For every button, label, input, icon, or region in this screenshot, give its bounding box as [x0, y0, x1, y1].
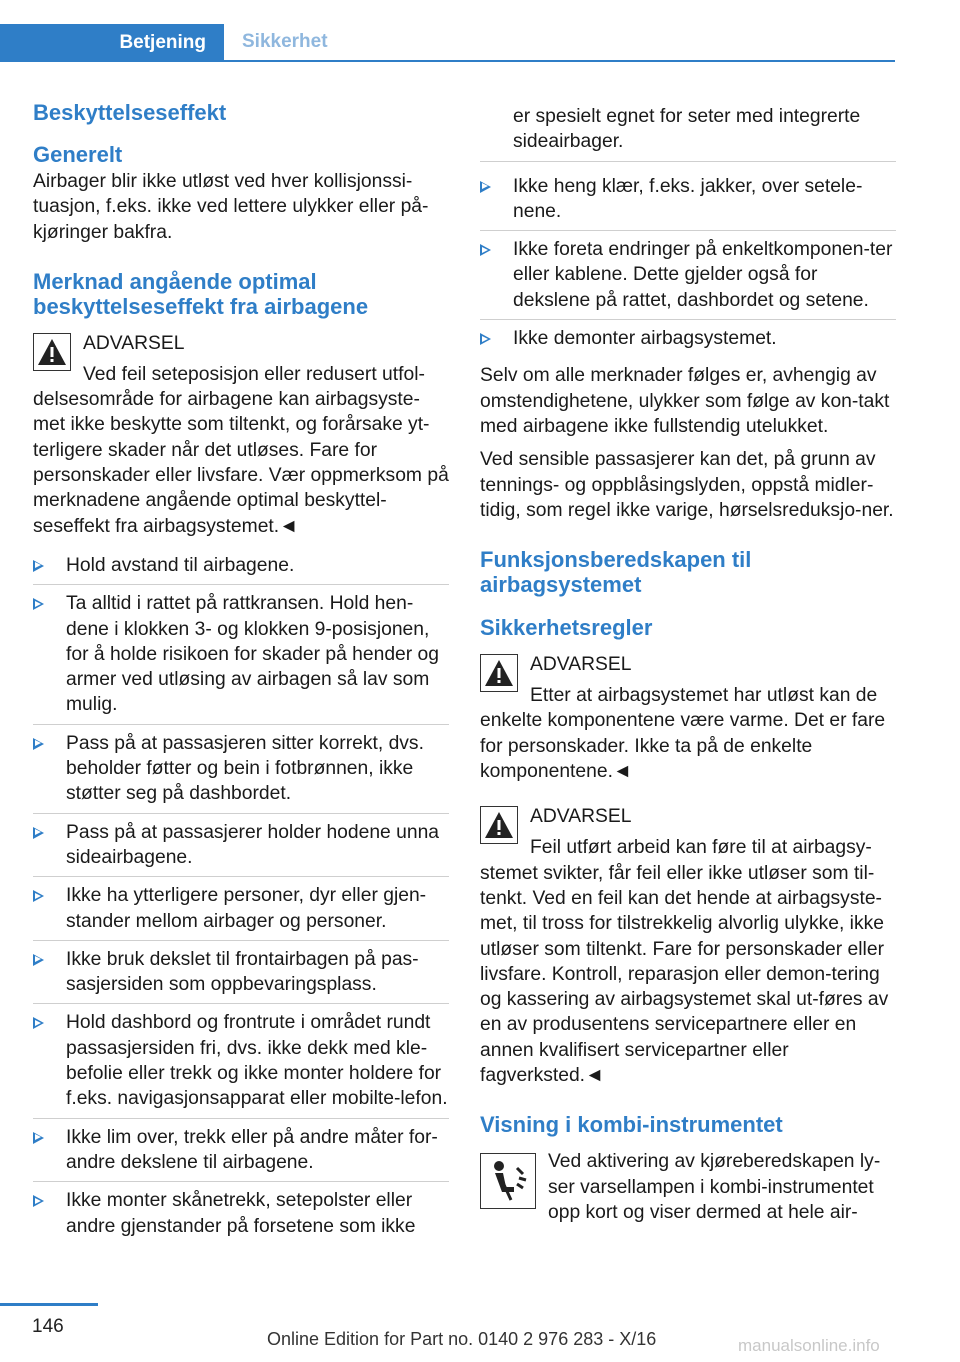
list-item: Ikke demonter airbagsystemet.: [480, 326, 896, 357]
triangle-bullet-icon: [480, 244, 491, 256]
list-item: Ikke bruk dekslet til frontairbagen på pas-sasjersiden som oppbevaringsplass.: [33, 947, 449, 1005]
safety-list-continued: [480, 174, 896, 358]
list-item: Pass på at passasjerer holder hodene unna sideairbagene.: [33, 820, 449, 878]
list-item: Ta alltid i rattet på rattkransen. Hold hen-dene i klokken 3- og klokken 9-posisjonen, for å holde risikoen for skader på hender og armer ved utløsing av airbagen så lav som mulig.: [33, 591, 449, 724]
list-item: Hold dashbord og frontrute i området rundt passasjersiden fri, dvs. ikke dekk med kle-befolie eller trekk og ikke monter holdere for f.eks. navigasjonsapparat eller mobilte-lefon.: [33, 1010, 449, 1118]
triangle-bullet-icon: [33, 1132, 44, 1144]
triangle-bullet-icon: [33, 954, 44, 966]
triangle-bullet-icon: [480, 181, 491, 193]
triangle-bullet-icon: [33, 598, 44, 610]
page-number: 146: [32, 1316, 64, 1337]
section-title: Beskyttelseseffekt: [33, 100, 227, 125]
triangle-bullet-icon: [33, 560, 44, 572]
merknad-heading: Merknad angående optimal beskyttelseseffekt fra airbagene: [33, 268, 369, 319]
visning-text: Ved aktivering av kjøreberedskapen ly-ser varsellampen i kombi-instrumentet opp kort og viser dermed at hele air-: [548, 1151, 881, 1223]
triangle-bullet-icon: [480, 333, 491, 345]
footer-line: [0, 1303, 98, 1306]
right-column: [480, 104, 896, 1233]
left-column: [33, 100, 449, 1251]
warning-block: [480, 804, 896, 1088]
safety-list: [33, 553, 449, 1245]
triangle-bullet-icon: [33, 827, 44, 839]
visning-block: [480, 1149, 896, 1225]
warning-title: ADVARSEL: [530, 806, 632, 828]
triangle-bullet-icon: [33, 738, 44, 750]
footer-edition: Online Edition for Part no. 0140 2 976 283 - X/16: [267, 1329, 657, 1349]
warning-text: Feil utført arbeid kan føre til at airbagsy-stemet svikter, får feil eller ikke utløser som til-tenkt. Ved en feil kan det hende at airbagsyste-met, til tross for tilstrekkelig alvorlig ulykke, ikke utløser som tiltenkt. Fare for personskader eller livsfare. Kontroll, reparasjon eller demon-tering og kassering av airbagsystemet skal ut-føres av en av produsentens servicepartnere eller en annen kvalifisert servicepartner eller fagverksted.◄: [480, 837, 889, 1087]
triangle-bullet-icon: [33, 1195, 44, 1207]
tab-bar: [0, 24, 895, 62]
tab-betjening[interactable]: Betjening: [0, 24, 224, 62]
list-item: Ikke ha ytterligere personer, dyr eller gjen-stander mellom airbager og personer.: [33, 883, 449, 941]
paragraph-accidents: Selv om alle merknader følges er, avhengig av omstendighetene, ulykker som følge av kon-takt med airbagene ikke fullstendig utelukket.: [480, 365, 890, 437]
visning-heading: Visning i kombi-instrumentet: [480, 1112, 783, 1138]
warning-block: [480, 652, 896, 784]
warning-text: Ved feil seteposisjon eller redusert utfol-delsesområde for airbagene kan airbagsyste-met ikke beskytte som tiltenkt, og forårsake yt-terligere skader når det utløses. Fare for personskader eller livsfare. Vær oppmerksom på merknadene angående optimal beskyttel-seseffekt fra airbagsystemet.◄: [33, 363, 449, 537]
warning-title: ADVARSEL: [530, 654, 632, 676]
list-item: Hold avstand til airbagene.: [33, 553, 449, 585]
airbag-warning-icon: [480, 1153, 536, 1209]
list-item: Ikke foreta endringer på enkeltkomponen-ter eller kablene. Dette gjelder også for dekslene på rattet, dashbordet og setene.: [480, 237, 896, 320]
list-item: Ikke heng klær, f.eks. jakker, over setele-nene.: [480, 174, 896, 232]
tab-sikkerhet[interactable]: Sikkerhet: [242, 31, 328, 52]
funksjon-heading: Funksjonsberedskapen til airbagsystemet: [480, 547, 752, 598]
triangle-bullet-icon: [33, 1017, 44, 1029]
warning-icon: [480, 806, 518, 844]
warning-block: [33, 331, 449, 539]
list-item: Ikke lim over, trekk eller på andre måter for-andre dekslene til airbagene.: [33, 1125, 449, 1183]
list-item: Pass på at passasjeren sitter korrekt, dvs. beholder føtter og bein i fotbrønnen, ikke støtter seg på dashbordet.: [33, 731, 449, 814]
triangle-bullet-icon: [33, 890, 44, 902]
generelt-text: Airbager blir ikke utløst ved hver kollisjonssi-tuasjon, f.eks. ikke ved lettere ulykker eller på-kjøringer bakfra.: [33, 171, 429, 243]
sikkerhetsregler-heading: Sikkerhetsregler: [480, 615, 653, 641]
warning-icon: [480, 654, 518, 692]
warning-icon: [33, 333, 71, 371]
watermark: manualsonline.info: [738, 1336, 880, 1355]
paragraph-hearing: Ved sensible passasjerer kan det, på grunn av tennings- og oppblåsingslyden, oppstå midler-tidig, som regel ikke varige, hørselsreduksjo-ner.: [480, 449, 894, 521]
warning-title: ADVARSEL: [83, 332, 185, 354]
warning-text: Etter at airbagsystemet har utløst kan de enkelte komponentene være varme. Det er fare for personskader. Ikke ta på de enkelte komponentene.◄: [480, 685, 886, 783]
tab-underline: [0, 60, 895, 62]
generelt-heading: Generelt: [33, 142, 123, 167]
list-continuation: er spesielt egnet for seter med integrerte sideairbager.: [480, 104, 896, 162]
list-item: Ikke monter skånetrekk, setepolster eller andre gjenstander på forsetene som ikke: [33, 1188, 449, 1245]
